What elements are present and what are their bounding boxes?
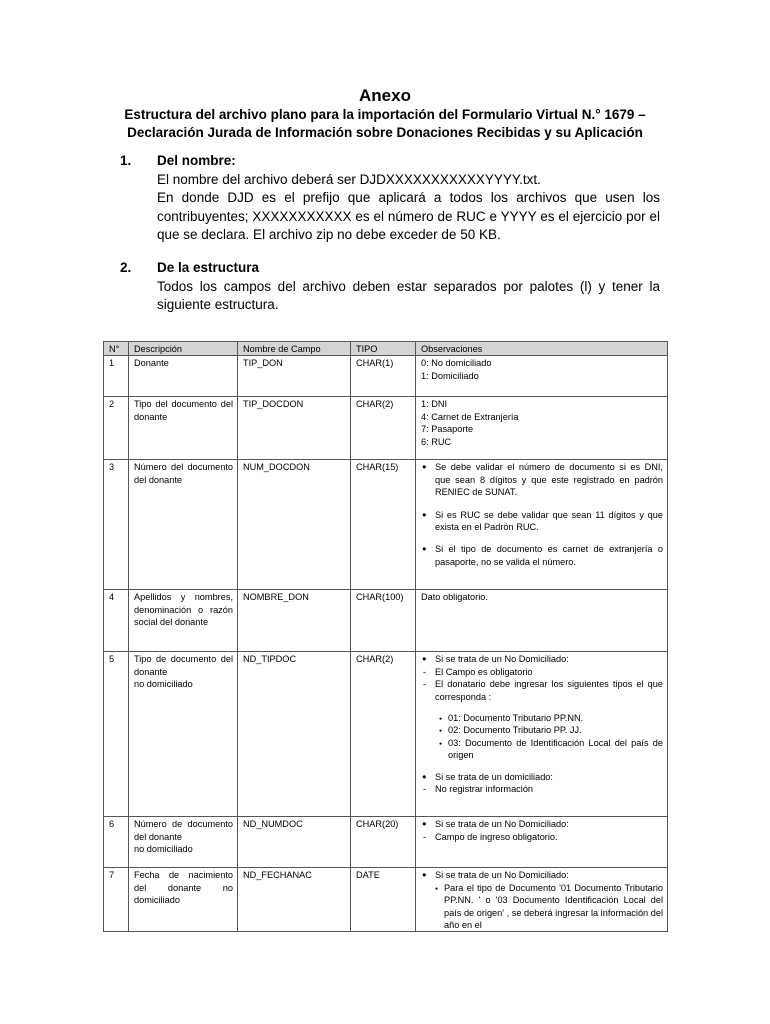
paragraph: El nombre del archivo deberá ser DJDXXXXXXXXXXXYYYY.txt. [157,171,541,187]
subtitle-line-2: Declaración Jurada de Información sobre Donaciones Recibidas y su Aplicación [127,125,643,140]
bullet-item: ● Si se trata de un No Domiciliado: [421,653,663,665]
dash-item: - El Campo es obligatorio [421,666,663,678]
row-field-name: ND_TIPDOC [238,652,351,817]
table-row [104,590,668,652]
bullet-item: ● Si es RUC se debe validar que sean 11 dígitos y que exista en el Padrón RUC. [421,509,663,534]
row-observations [416,868,668,932]
section-heading: De la estructura [157,260,260,275]
table-row [104,652,668,817]
bullet-item: ● Si se trata de un No Domiciliado: [421,818,663,830]
row-observations [416,652,668,817]
row-number: 2 [104,397,129,460]
row-type: DATE [351,868,416,932]
row-type: CHAR(15) [351,460,416,590]
obs-line: 4: Carnet de Extranjería [421,411,519,422]
dash-item: - El donatario debe ingresar los siguientes tipos el que corresponda : [421,678,663,703]
section-heading: Del nombre: [157,153,236,168]
sub-bullet-item: ● 01: Documento Tributario PP.NN. [439,712,663,724]
row-observations [416,397,668,460]
table-row [104,868,668,932]
row-field-name: NUM_DOCDON [238,460,351,590]
row-field-name: NOMBRE_DON [238,590,351,652]
row-number: 6 [104,817,129,868]
paragraph: En donde DJD es el prefijo que aplicará a todos los archivos que usen los contribuyentes; XXXXXXXXXXX es el número de RUC e YYYY es el ejercicio por el que se declara. El archivo zip no debe exceder de 50 KB. [157,190,660,242]
row-number: 7 [104,868,129,932]
table-row [104,460,668,590]
row-field-name: ND_NUMDOC [238,817,351,868]
obs-line: 0: No domiciliado [421,358,492,369]
row-description: Fecha de nacimiento del donante no domiciliado [129,868,238,932]
row-number: 3 [104,460,129,590]
bullet-item: ● Si se trata de un domiciliado: [421,771,663,783]
description-line: Número de documento del donante [134,819,233,842]
structure-table [103,341,668,932]
row-field-name: TIP_DON [238,356,351,397]
row-type: CHAR(1) [351,356,416,397]
dash-item: - No registrar información [421,783,663,795]
row-number: 5 [104,652,129,817]
bullet-item: ● Si el tipo de documento es carnet de extranjería o pasaporte, no se valida el número. [421,543,663,568]
row-observations [416,356,668,397]
header-cell: TIPO [351,342,416,356]
row-number: 4 [104,590,129,652]
section-nombre [120,152,665,242]
row-type: CHAR(2) [351,397,416,460]
row-description: Número del documento del donante [129,460,238,590]
obs-line: 1: DNI [421,399,448,410]
page-subtitle [100,106,670,142]
section-number: 2. [120,260,132,275]
obs-line: 6: RUC [421,436,452,447]
paragraph: Todos los campos del archivo deben estar separados por palotes (l) y tener la siguiente estructura. [157,278,660,312]
description-line: Tipo de documento del donante [134,654,233,677]
sub-bullet-item: ● 03: Documento de Identificación Local del país de origen [439,737,663,762]
dash-item: - Campo de ingreso obligatorio. [421,831,663,843]
section-body [157,278,660,315]
row-description [129,652,238,817]
header-cell: N° [104,342,129,356]
row-observations [416,817,668,868]
page-title: Anexo [359,86,411,105]
row-field-name: TIP_DOCDON [238,397,351,460]
section-estructura [120,259,665,319]
bullet-item: ● Si se trata de un No Domiciliado: [421,869,663,881]
table-row [104,356,668,397]
row-observations: Dato obligatorio. [416,590,668,652]
table-row [104,397,668,460]
table-row [104,817,668,868]
row-type: CHAR(2) [351,652,416,817]
section-body [157,171,660,245]
bullet-item: ● Se debe validar el número de documento si es DNI, que sean 8 dígitos y que este registrado en padrón RENIEC de SUNAT. [421,461,663,498]
header-cell: Nombre de Campo [238,342,351,356]
subtitle-line-1: Estructura del archivo plano para la importación del Formulario Virtual N.° 1679 – [124,107,646,122]
description-line: no domiciliado [134,844,193,855]
sub-bullet-item: ● 02: Documento Tributario PP. JJ. [439,724,663,736]
header-cell: Observaciones [416,342,668,356]
description-line: no domiciliado [134,679,193,690]
row-description: Donante [129,356,238,397]
obs-line: 1: Domiciliado [421,370,479,381]
sub-bullet-item: ● Para el tipo de Documento '01 Documento Tributario PP.NN. ' o '03 Documento Identificación Local del país de origen' , se deberá ingresar la información del año en el [435,882,663,932]
table-header-row [104,342,668,356]
row-description [129,817,238,868]
obs-line: 7: Pasaporte [421,424,474,435]
row-description: Apellidos y nombres, denominación o razón social del donante [129,590,238,652]
row-number: 1 [104,356,129,397]
row-description: Tipo del documento del donante [129,397,238,460]
row-observations [416,460,668,590]
header-cell: Descripción [129,342,238,356]
row-field-name: ND_FECHANAC [238,868,351,932]
row-type: CHAR(100) [351,590,416,652]
section-number: 1. [120,153,132,168]
row-type: CHAR(20) [351,817,416,868]
